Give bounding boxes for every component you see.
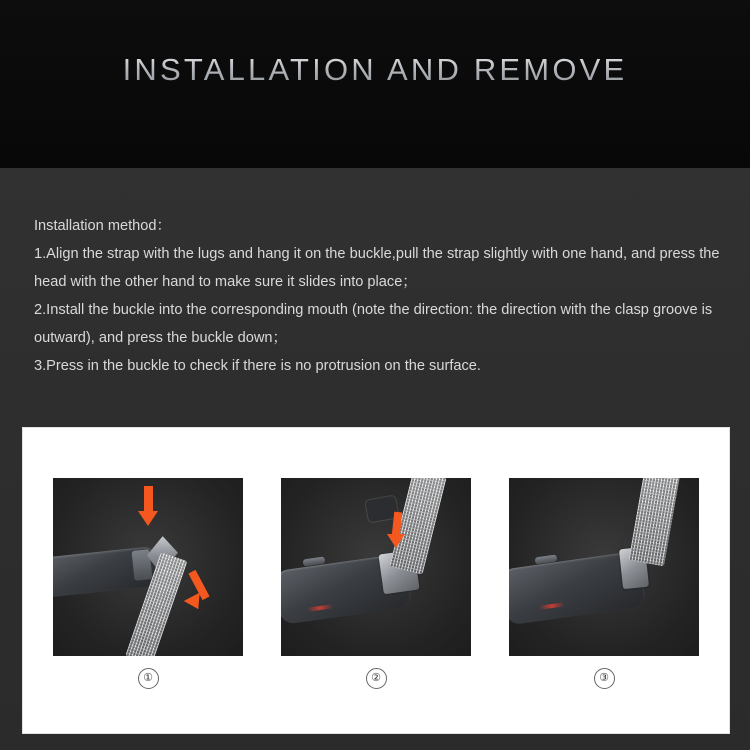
page-title: INSTALLATION AND REMOVE — [122, 52, 628, 87]
figure-image-1 — [53, 478, 243, 656]
figure-image-2 — [281, 478, 471, 656]
instruction-step-2: 2.Install the buckle into the corresponding mouth (note the direction: the direction with the clasp groove is outward), and press the buckle down； — [34, 302, 713, 346]
instructions-block — [34, 212, 724, 380]
figure-number-3: ③ — [594, 668, 615, 689]
figure-card-2 — [281, 478, 471, 689]
header-banner — [0, 0, 750, 168]
figure-number-2: ② — [366, 668, 387, 689]
instructions-heading: Installation method： — [34, 218, 172, 234]
arrow-down-stem-1 — [144, 486, 153, 512]
mesh-strap-3 — [629, 478, 682, 566]
figure-card-1 — [53, 478, 243, 689]
instruction-step-1: 1.Align the strap with the lugs and hang it on the buckle,pull the strap slightly with one hand, and press the head with the other hand to make sure it slides into place； — [34, 246, 720, 290]
arrow-down-head-1 — [138, 511, 158, 526]
figure-card-3 — [509, 478, 699, 689]
figure-image-3 — [509, 478, 699, 656]
arrow-down-head-2 — [387, 534, 405, 548]
instruction-step-3: 3.Press in the buckle to check if there is no protrusion on the surface. — [34, 358, 481, 374]
figure-number-1: ① — [138, 668, 159, 689]
figure-panel — [22, 427, 730, 734]
figure-card-list — [23, 478, 729, 689]
